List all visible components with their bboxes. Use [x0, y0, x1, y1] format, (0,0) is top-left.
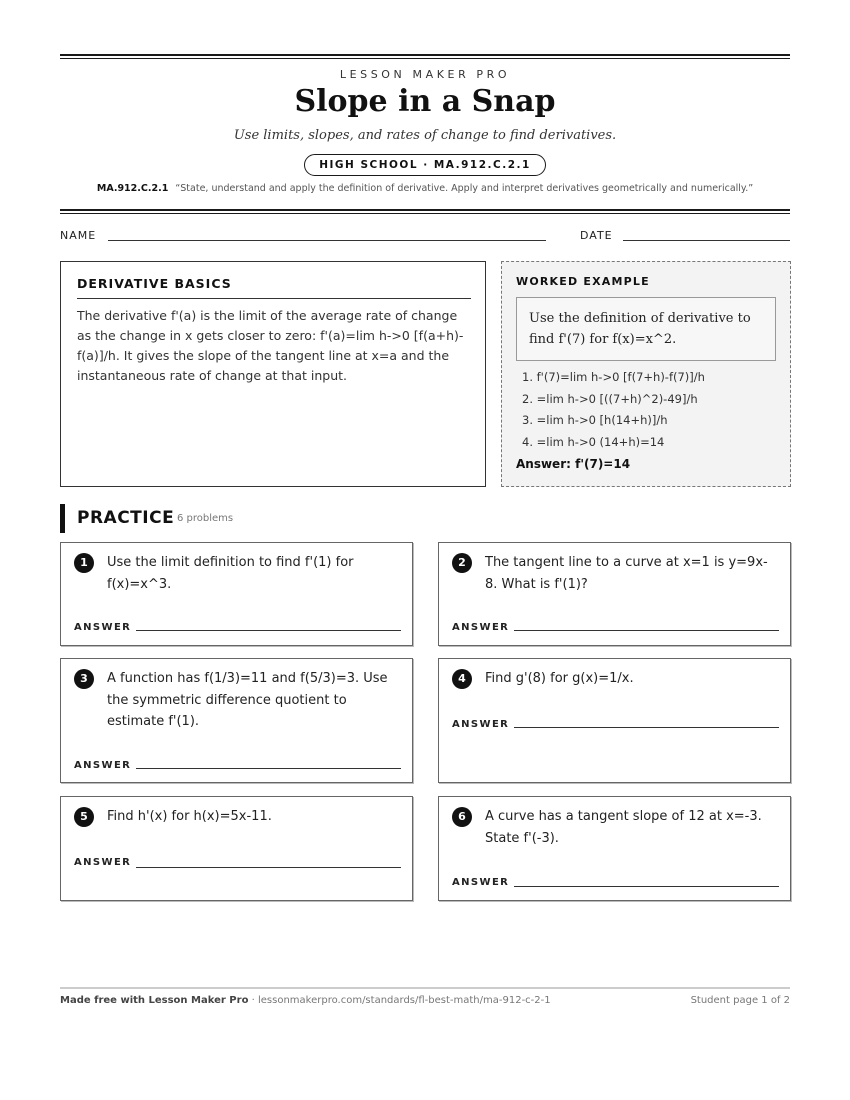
practice-count: 6 problems [177, 513, 234, 524]
answer-field-6[interactable] [514, 886, 779, 887]
answer-field-5[interactable] [136, 867, 401, 868]
basics-divider [77, 298, 471, 299]
practice-title: PRACTICE [77, 508, 175, 528]
date-label: DATE [580, 229, 613, 242]
problem-card-5 [60, 796, 413, 901]
worked-example-answer: Answer: f'(7)=14 [516, 457, 631, 471]
header-bottom-double-rule [60, 209, 790, 214]
problem-card-1 [60, 542, 413, 646]
practice-accent-bar [60, 504, 65, 533]
badge-wrap [60, 153, 790, 176]
worked-step: 3. =lim h->0 [h(14+h)]/h [522, 413, 668, 427]
footer-url[interactable]: · lessonmakerpro.com/standards/fl-best-math/ma-912-c-2-1 [248, 995, 551, 1006]
problem-text: A curve has a tangent slope of 12 at x=-3. State f'(-3). [485, 809, 762, 846]
standard-line [60, 183, 790, 194]
worksheet-page [60, 0, 790, 1100]
footer-page-number: Student page 1 of 2 [690, 995, 790, 1006]
problem-card-6 [438, 796, 791, 901]
footer-made-with: Made free with Lesson Maker Pro [60, 995, 249, 1006]
problem-number-badge: 1 [74, 553, 94, 573]
brand-name: LESSON MAKER PRO [339, 68, 511, 81]
problem-card-2 [438, 542, 791, 646]
problem-card-4 [438, 658, 791, 783]
worked-step: 2. =lim h->0 [((7+h)^2)-49]/h [522, 391, 698, 406]
answer-label: ANSWER [74, 857, 132, 868]
practice-header [60, 504, 460, 533]
problem-number-badge: 6 [452, 807, 472, 827]
problem-number-badge: 5 [74, 807, 94, 827]
basics-text: The derivative f'(a) is the limit of the average rate of change as the change in x gets closer to zero: f'(a)=lim h->0 [f(a+h)-f(a)]/h. It gives the slope of the tangent line at x=a and the instantaneous rate of change at that input. [77, 308, 464, 383]
name-field[interactable] [108, 240, 546, 241]
problem-text: Find h'(x) for h(x)=5x-11. [107, 809, 272, 824]
answer-label: ANSWER [452, 719, 510, 730]
problem-text: Use the limit definition to find f'(1) for f(x)=x^3. [107, 555, 354, 592]
page-title: Slope in a Snap [294, 84, 556, 119]
answer-label: ANSWER [452, 877, 510, 888]
answer-field-2[interactable] [514, 630, 779, 631]
answer-label: ANSWER [74, 760, 132, 771]
problem-text: The tangent line to a curve at x=1 is y=9x-8. What is f'(1)? [485, 555, 768, 592]
answer-field-4[interactable] [514, 727, 779, 728]
date-field[interactable] [623, 240, 790, 241]
worked-step: 4. =lim h->0 (14+h)=14 [522, 434, 665, 449]
problem-card-3 [60, 658, 413, 783]
standard-description: “State, understand and apply the definition of derivative. Apply and interpret derivatives geometrically and numerically.” [175, 183, 754, 194]
problem-number-badge: 4 [452, 669, 472, 689]
answer-label: ANSWER [74, 622, 132, 633]
standard-code: MA.912.C.2.1 [96, 183, 169, 194]
worked-step: 1. f'(7)=lim h->0 [f(7+h)-f(7)]/h [522, 370, 705, 384]
problem-number-badge: 2 [452, 553, 472, 573]
problem-text: A function has f(1/3)=11 and f(5/3)=3. Use the symmetric difference quotient to estimate f'(1). [107, 671, 388, 729]
worked-example-heading: WORKED EXAMPLE [516, 275, 650, 288]
page-subtitle: Use limits, slopes, and rates of change to find derivatives. [233, 128, 617, 143]
problem-text: Find g'(8) for g(x)=1/x. [485, 671, 634, 686]
worked-example-steps [522, 367, 705, 453]
answer-field-1[interactable] [136, 630, 401, 631]
answer-label: ANSWER [452, 622, 510, 633]
derivative-basics-box [60, 261, 486, 487]
footer [60, 995, 790, 1006]
top-double-rule [60, 54, 790, 59]
name-label: NAME [60, 229, 97, 242]
worked-example-prompt: Use the definition of derivative to find f'(7) for f(x)=x^2. [516, 297, 776, 361]
basics-heading: DERIVATIVE BASICS [77, 276, 232, 291]
footer-rule [60, 987, 790, 989]
name-date-row [60, 229, 790, 245]
problem-number-badge: 3 [74, 669, 94, 689]
answer-field-3[interactable] [136, 768, 401, 769]
worked-example-box [501, 261, 791, 487]
grade-standard-badge: HIGH SCHOOL · MA.912.C.2.1 [304, 154, 546, 176]
